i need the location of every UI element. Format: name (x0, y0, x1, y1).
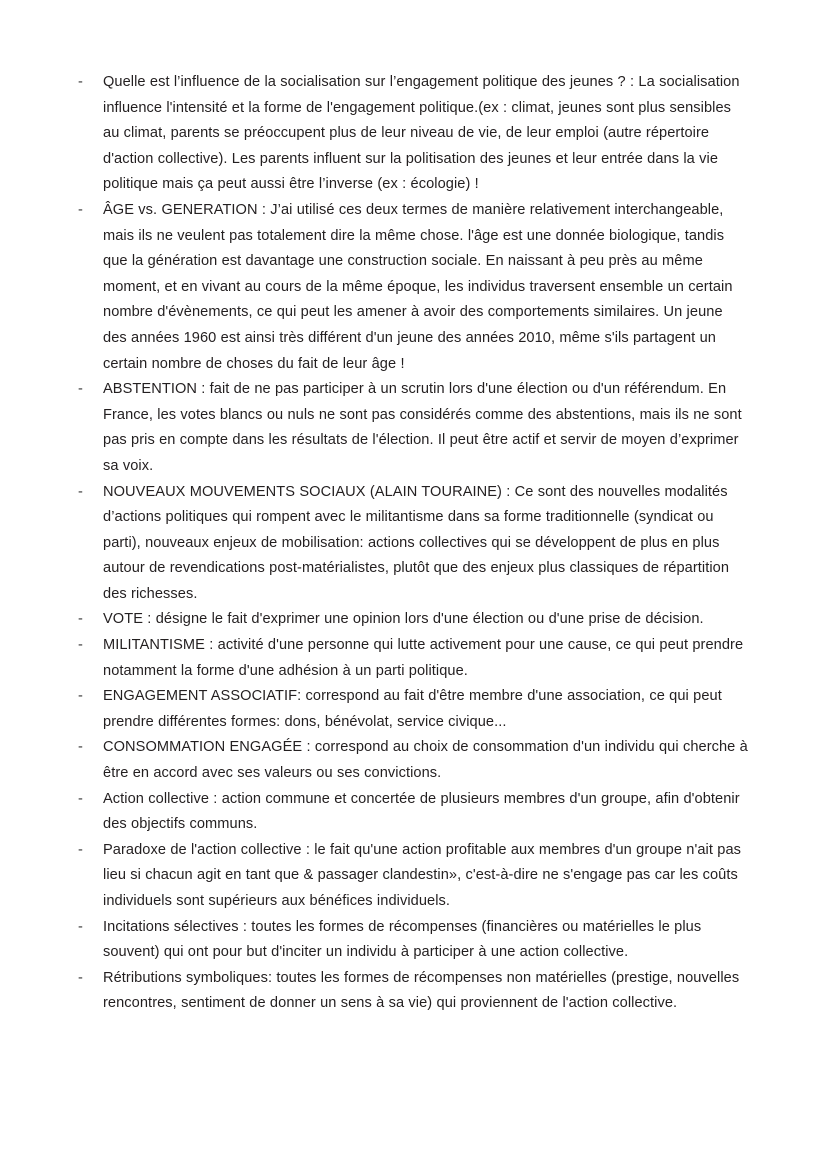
list-item (78, 966, 750, 1017)
list-item (78, 607, 750, 633)
list-item (78, 915, 750, 966)
list-item (78, 377, 750, 479)
note-text: Quelle est l’influence de la socialisation sur l’engagement politique des jeunes ? : La socialisation influence l'intensité et la forme de l'engagement politique.(ex : climat, jeunes sont plus sensibles au climat, parents se préoccupent plus de leur niveau de vie, de leur emploi (autre répertoire d'action collective). Les parents influent sur la politisation des jeunes et leur entrée dans la vie politique mais ça peut aussi être l’inverse (ex : écologie) ! (103, 74, 740, 193)
note-text: VOTE : désigne le fait d'exprimer une opinion lors d'une élection ou d'une prise de décision. (103, 611, 704, 628)
note-text: Incitations sélectives : toutes les formes de récompenses (financières ou matérielles le plus souvent) qui ont pour but d'inciter un individu à participer à une action collective. (103, 918, 702, 961)
note-text: NOUVEAUX MOUVEMENTS SOCIAUX (ALAIN TOURAINE) : Ce sont des nouvelles modalités d’actions politiques qui rompent avec le militantisme dans sa forme traditionnelle (syndicat ou parti), nouveaux enjeux de mobilisation: actions collectives qui se développent de plus en plus autour de revendications post-matérialistes, plutôt que des enjeux plus classiques de répartition des richesses. (103, 483, 730, 602)
bullet-dash-icon: - (78, 201, 83, 218)
bullet-dash-icon: - (78, 918, 83, 935)
list-item (78, 198, 750, 377)
bullet-dash-icon: - (78, 611, 83, 628)
list-item (78, 633, 750, 684)
note-text: Action collective : action commune et concertée de plusieurs membres d'un groupe, afin d'obtenir des objectifs communs. (103, 790, 740, 833)
note-text: ABSTENTION : fait de ne pas participer à un scrutin lors d'une élection ou d'un référendum. En France, les votes blancs ou nuls ne sont pas considérés comme des abstentions, mais ils ne sont pas pris en compte dans les résultats de l'élection. Il peut être actif et servir de moyen d’exprimer sa voix. (103, 381, 742, 474)
note-text: MILITANTISME : activité d'une personne qui lutte activement pour une cause, ce qui peut prendre notamment la forme d'une adhésion à un parti politique. (103, 637, 744, 679)
list-item (78, 787, 750, 838)
list-item (78, 70, 750, 198)
bullet-dash-icon: - (78, 841, 83, 858)
note-text: CONSOMMATION ENGAGÉE : correspond au choix de consommation d'un individu qui cherche à être en accord avec ses valeurs ou ses convictions. (103, 739, 748, 782)
bullet-dash-icon: - (78, 790, 83, 807)
note-text: ÂGE vs. GENERATION : J’ai utilisé ces deux termes de manière relativement interchangeable, mais ils ne veulent pas totalement dire la même chose. l'âge est une donnée biologique, tandis que la génération est davantage une construction sociale. En naissant à peu près au même moment, et en vivant au cours de la même époque, les individus traversent ensemble un certain nombre d'évènements, ce qui peut les amener à avoir des comportements similaires. Un jeune des années 1960 est ainsi très différent d'un jeune des années 2010, même s'ils partagent un certain nombre de choses du fait de leur âge ! (103, 201, 733, 372)
bullet-dash-icon: - (78, 74, 83, 90)
bullet-dash-icon: - (78, 739, 83, 756)
bullet-dash-icon: - (78, 483, 83, 500)
note-text: Paradoxe de l'action collective : le fait qu'une action profitable aux membres d'un groupe n'ait pas lieu si chacun agit en tant que & passager clandestin», c'est-à-dire ne s'engage pas car les coûts individuels sont supérieurs aux bénéfices individuels. (103, 841, 742, 909)
bullet-dash-icon: - (78, 969, 83, 986)
note-text: ENGAGEMENT ASSOCIATIF: correspond au fait d'être membre d'une association, ce qui peut prendre différentes formes: dons, bénévolat, service civique... (103, 688, 722, 730)
bullet-dash-icon: - (78, 637, 83, 654)
list-item (78, 684, 750, 735)
list-item (78, 838, 750, 915)
note-text: Rétributions symboliques: toutes les formes de récompenses non matérielles (prestige, nouvelles rencontres, sentiment de donner un sens à sa vie) qui proviennent de l'action collective. (103, 969, 740, 1012)
notes-list (78, 70, 750, 1017)
list-item (78, 735, 750, 786)
bullet-dash-icon: - (78, 381, 83, 398)
list-item (78, 480, 750, 608)
bullet-dash-icon: - (78, 688, 83, 705)
